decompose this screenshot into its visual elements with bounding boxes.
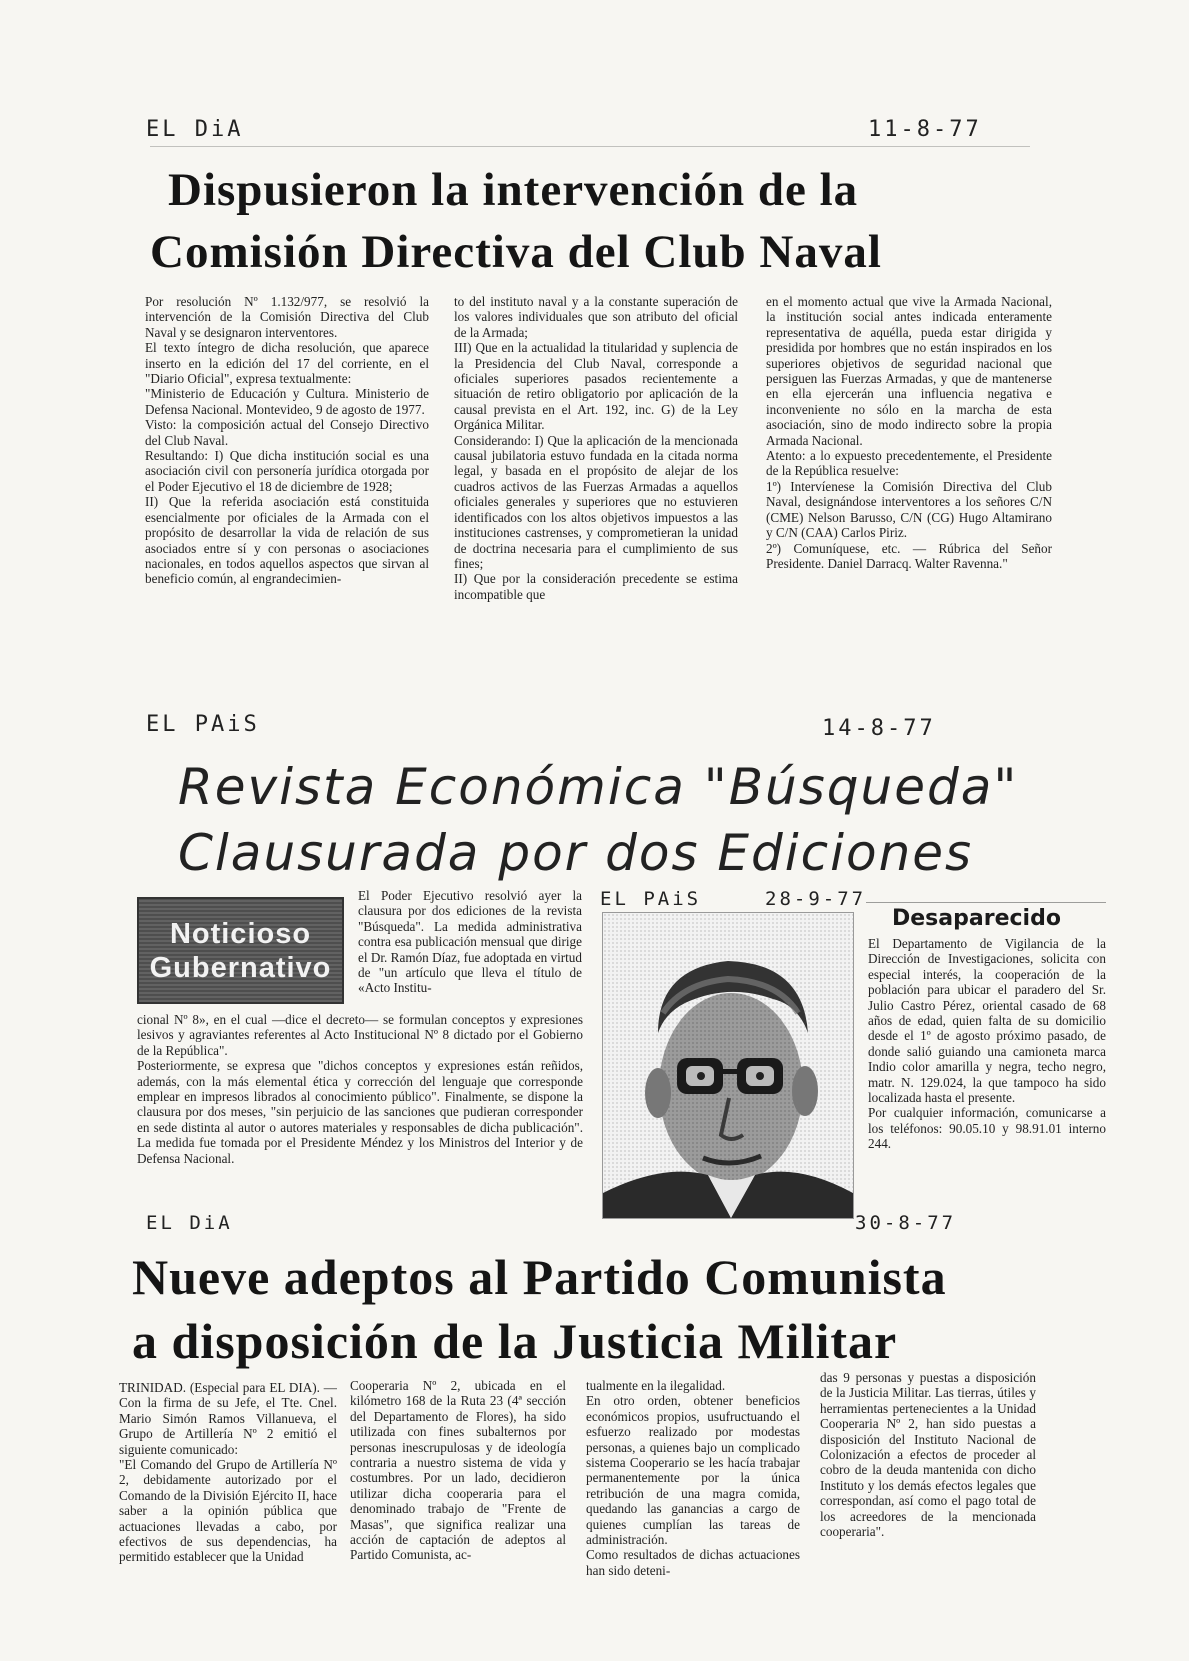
desaparecido-title: Desaparecido — [892, 906, 1061, 931]
clip1-headline-line2: Comisión Directiva del Club Naval — [150, 226, 882, 278]
clip2-headline-line1: Revista Económica "Búsqueda" — [178, 758, 1019, 816]
desaparecido-top-rule — [866, 902, 1106, 903]
desaparecido-body: El Departamento de Vigilancia de la Dirección de Investigaciones, solicita con especial interés, la cooperación de la población para ubicar el paradero del Sr. Julio Castro Pérez, oriental casado de 68 años de edad, quien falta de su domicilio desde el 1º de agosto próximo pasado, de donde salió guiando una camioneta marca Indio color amarilla y negra, techo negro, matr. N. 129.024, la que tampoco ha sido localizada hasta el presente. Por cualquier información, comunicarse a los teléfonos: 90.05.10 y 98.91.01 interno 244. — [868, 936, 1106, 1152]
clip4-date-note: 30-8-77 — [855, 1212, 957, 1234]
clip4-headline-line2: a disposición de la Justicia Militar — [132, 1313, 898, 1369]
clip2-body-full: cional Nº 8», en el cual —dice el decreto— se formulan conceptos y expresiones lesivos y agraviantes referentes al Acto Institucional Nº 8 dictado por el Gobierno de la República". Posteriormente, se expresa que "dichos conceptos y expresiones están reñidos, además, con la más elemental ética y corrección del lenguaje que corresponde emplear en impresos librados al conocimiento público". Finalmente, se dispone la clausura por dos meses, "sin perjuicio de las sanciones que pudieran corresponder en sede distinta al autor o autores materiales y responsables de dicha publicación". La medida fue tomada por el Presidente Méndez y los Ministros del Interior y de Defensa Nacional. — [137, 1012, 583, 1166]
clip1-top-rule — [150, 146, 1030, 147]
clip4-column-3: tualmente en la ilegalidad. En otro orden, obtener beneficios económicos propios, usufructuando el esfuerzo realizado por modestas personas, a quienes bajo un complicado sistema Cooperario se les hacía trabajar permanentemente por la única retribución de una magra comida, quedando las ganancias a cargo de quienes cumplían las tareas de administración. Como resultados de dichas actuaciones han sido deteni- — [586, 1378, 800, 1578]
clip2-headline-line2: Clausurada por dos Ediciones — [178, 824, 974, 882]
box-label-line2: Gubernativo — [149, 951, 332, 984]
box-label-line1: Noticioso — [169, 917, 312, 950]
clip1-column-1: Por resolución Nº 1.132/977, se resolvió la intervención de la Comisión Directiva del Club Naval y se designaron interventores. El texto íntegro de dicha resolución, que aparece inserto en la edición del 17 del corriente, en el "Diario Oficial", expresa textualmente: "Ministerio de Educación y Cultura. Ministerio de Defensa Nacional. Montevideo, 9 de agosto de 1977. Visto: la composición actual del Consejo Directivo del Club Naval. Resultando: I) Que dicha institución social es una asociación civil con personería jurídica otorgada por el Poder Ejecutivo el 18 de diciembre de 1928; II) Que la referida asociación está constituida esencialmente por oficiales de la Armada con el propósito de desarrollar la vida de relación de sus asociados entre sí y con personas o asociaciones nacionales, en todos aquellos aspectos que sirvan al beneficio común, al engrandecimien- — [145, 294, 429, 587]
clip4-column-4: das 9 personas y puestas a disposición de la Justicia Militar. Las tierras, útiles y herramientas pertenecientes a la Unidad Cooperaria Nº 2, han sido puestas a disposición del Instituto Nacional de Colonización a efectos de proceder al cobro de la deuda mantenida con dicho Instituto y los demás efectos legales que correspondan, así como el pago total de los acreedores de la mencionada cooperaria". — [820, 1370, 1036, 1540]
clip1-column-3: en el momento actual que vive la Armada Nacional, la institución social antes indicada enteramente representativa de aquélla, pueda estar dirigida y presidida por hombres que no están inspirados en los superiores objetivos de seguridad nacional que persiguen las Fuerzas Armadas, y que de mantenerse en ella ejercerán una influencia negativa e inconveniente no sólo en la marcha de esta asociación, sino de modo indirecto sobre la propia Armada Nacional. Atento: a lo expuesto precedentemente, el Presidente de la República resuelve: 1º) Intervíenese la Comisión Directiva del Club Naval, designándose interventores a los señores C/N (CME) Nelson Barusso, C/N (CG) Hugo Altamirano y C/N (CAA) Carlos Piriz. 2º) Comuníquese, etc. — Rúbrica del Señor Presidente. Daniel Darracq. Walter Ravenna." — [766, 294, 1052, 571]
clip4-paper-note: EL DiA — [146, 1212, 233, 1234]
clip1-date-note: 11-8-77 — [868, 117, 982, 142]
clip4-column-2: Cooperaria Nº 2, ubicada en el kilómetro 168 de la Ruta 23 (4ª sección del Departamento de Flores), ha sido utilizada con fines subalternos por personas inescrupulosas y de ideología contraria a nuestro sistema de vida y costumbres. Por un lado, decidieron utilizar dicha cooperaria para el denominado trabajo de "Frente de Masas", que significa realizar una acción de captación de adeptos al Partido Comunista, ac- — [350, 1378, 566, 1563]
clip3-date-note: 28-9-77 — [765, 888, 867, 910]
clip2-paper-note: EL PAiS — [146, 712, 260, 737]
clip2-body-top: El Poder Ejecutivo resolvió ayer la clausura por dos ediciones de la revista "Búsqueda". La medida administrativa contra esa publicación mensual que dirige el Dr. Ramón Díaz, fue adoptada en virtud de "un artículo que lleva el título de «Acto Institu- — [358, 888, 582, 996]
portrait-photo — [602, 912, 854, 1219]
portrait-illustration — [603, 913, 853, 1218]
clip4-column-1: TRINIDAD. (Especial para EL DIA). — Con la firma de su Jefe, el Tte. Cnel. Mario Simón Ramos Villanueva, el Grupo de Artillería Nº 2 emitió el siguiente comunicado: "El Comando del Grupo de Artillería Nº 2, debidamente autorizado por el Comando de la División Ejército II, hace saber a la opinión pública que actuaciones llevadas a cabo, por efectivos de sus dependencias, ha permitido establecer que la Unidad — [119, 1380, 337, 1565]
clip1-column-2: to del instituto naval y a la constante superación de los valores individuales que son atributo del oficial de la Armada; III) Que en la actualidad la titularidad y suplencia de la Presidencia del Club Naval, corresponde a oficiales superiores pasados recientemente a situación de retiro obligatorio por aplicación de la causal prevista en el Art. 192, inc. G) de la Ley Orgánica Militar. Considerando: I) Que la aplicación de la mencionada causal jubilatoria estuvo fundada en la citada norma legal, y basada en el propósito de alejar de los cuadros activos de las Fuerzas Armadas a aquellos oficiales generales y superiores que no estuvieren identificados con los altos objetivos impuestos a las instituciones castrenses, y comprometieran la unidad de doctrina necesaria para el cumplimiento de sus fines; II) Que por la consideración precedente se estima incompatible que — [454, 294, 738, 602]
clip1-headline-line1: Dispusieron la intervención de la — [168, 164, 859, 216]
clip1-paper-note: EL DiA — [146, 117, 244, 142]
noticioso-gubernativo-box — [137, 897, 344, 1004]
clip2-date-note: 14-8-77 — [822, 716, 936, 741]
clip3-paper-note: EL PAiS — [600, 888, 702, 910]
clip4-headline-line1: Nueve adeptos al Partido Comunista — [132, 1249, 947, 1305]
